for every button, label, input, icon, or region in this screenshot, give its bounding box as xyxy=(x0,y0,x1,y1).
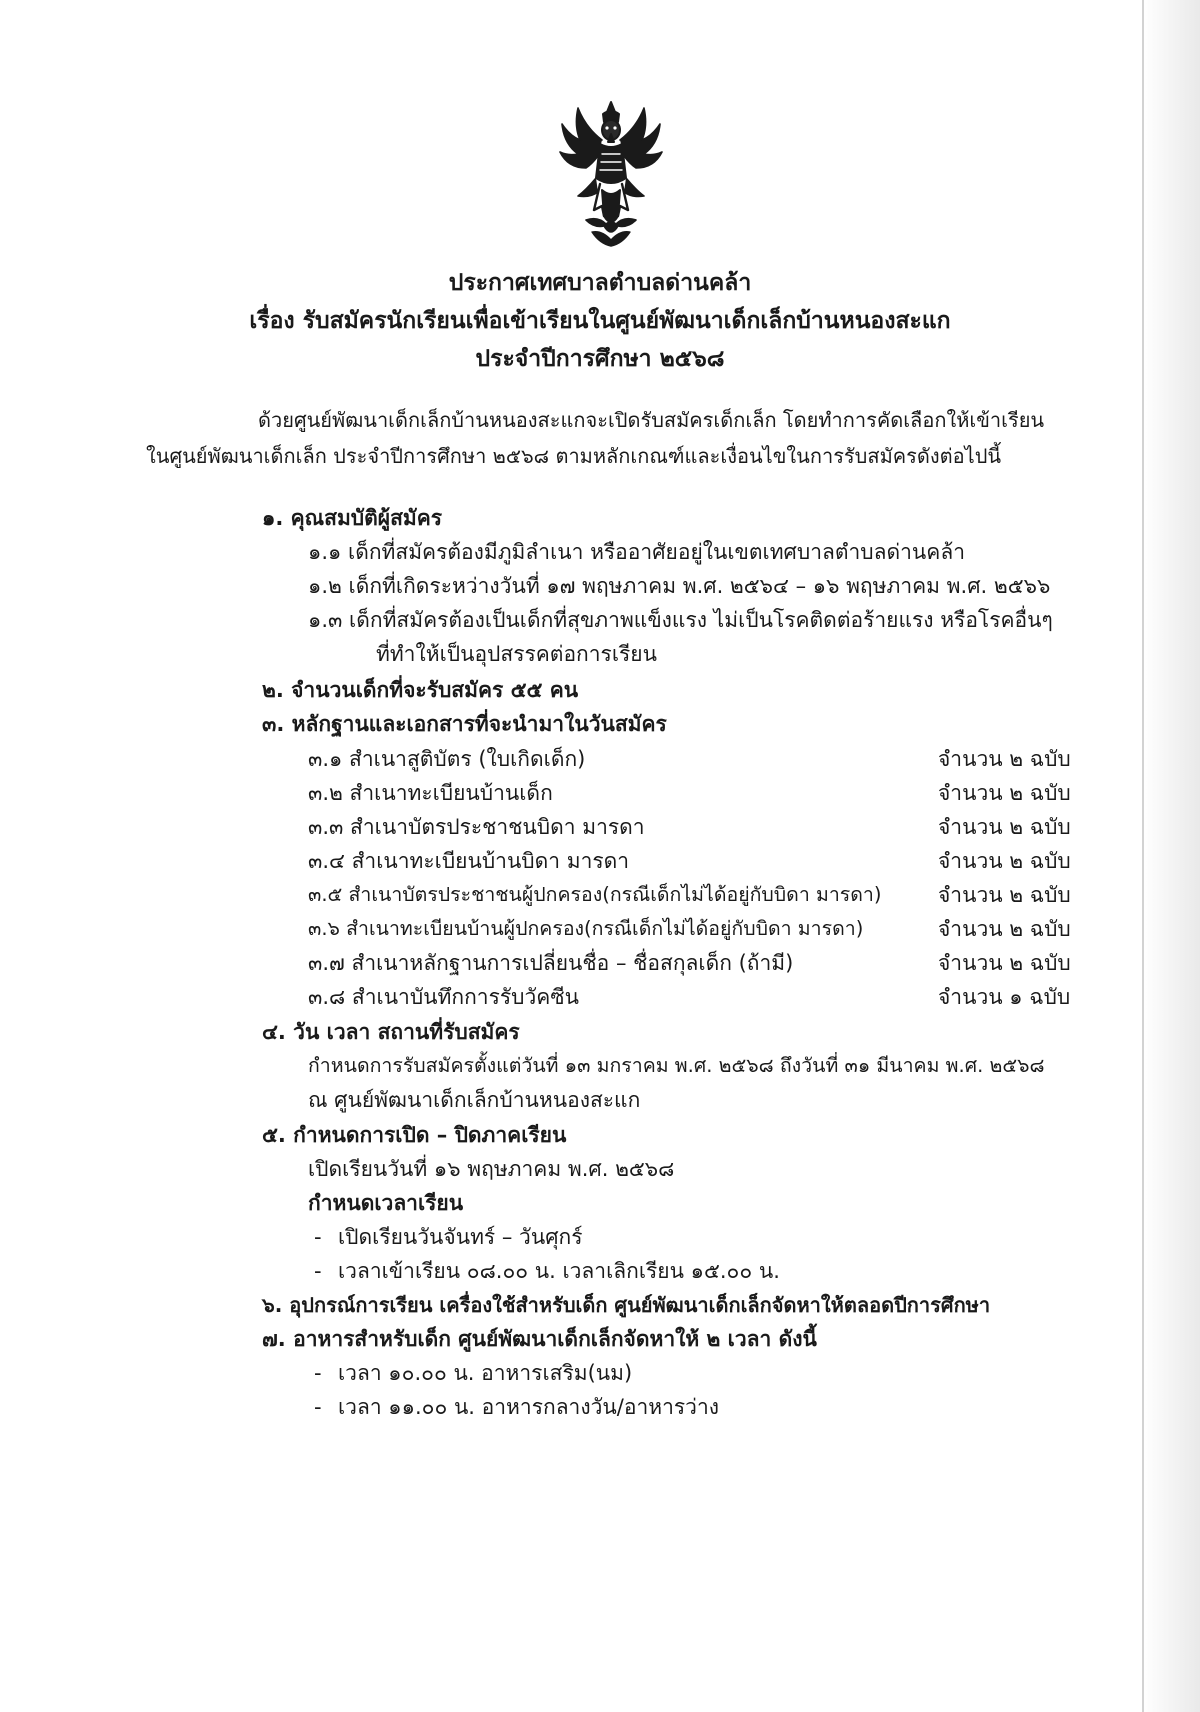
document-item-quantity: จำนวน ๒ ฉบับ xyxy=(938,747,1071,771)
bullet-dash: - xyxy=(314,1395,322,1419)
academic-year: ประจำปีการศึกษา ๒๕๖๘ xyxy=(475,346,725,372)
document-item-quantity: จำนวน ๒ ฉบับ xyxy=(938,781,1071,805)
application-location: ณ ศูนย์พัฒนาเด็กเล็กบ้านหนองสะแก xyxy=(308,1088,641,1112)
announcement-subject: เรื่อง รับสมัครนักเรียนเพื่อเข้าเรียนในศูนย์พัฒนาเด็กเล็กบ้านหนองสะแก xyxy=(249,308,951,334)
section-7-heading: ๗. อาหารสำหรับเด็ก ศูนย์พัฒนาเด็กเล็กจัดหาให้ ๒ เวลา ดังนี้ xyxy=(262,1327,817,1351)
document-item-quantity: จำนวน ๒ ฉบับ xyxy=(938,815,1071,839)
document-item-label: ๓.๓ สำเนาบัตรประชาชนบิดา มารดา xyxy=(308,815,645,839)
application-period: กำหนดการรับสมัครตั้งแต่วันที่ ๑๓ มกราคม พ.ศ. ๒๕๖๘ ถึงวันที่ ๓๑ มีนาคม พ.ศ. ๒๕๖๘ xyxy=(308,1054,1045,1077)
schedule-subheading: กำหนดเวลาเรียน xyxy=(308,1191,464,1215)
meal-time-2: เวลา ๑๑.๐๐ น. อาหารกลางวัน/อาหารว่าง xyxy=(338,1395,719,1419)
document-item-quantity: จำนวน ๒ ฉบับ xyxy=(938,951,1071,975)
announcement-title: ประกาศเทศบาลตำบลด่านคล้า xyxy=(448,270,752,296)
document-item-quantity: จำนวน ๒ ฉบับ xyxy=(938,849,1071,873)
bullet-dash: - xyxy=(314,1361,322,1385)
document-item-label: ๓.๔ สำเนาทะเบียนบ้านบิดา มารดา xyxy=(308,849,630,873)
page-edge-shadow xyxy=(1142,0,1200,1712)
meal-time-1: เวลา ๑๐.๐๐ น. อาหารเสริม(นม) xyxy=(338,1361,633,1385)
section-5-heading: ๕. กำหนดการเปิด – ปิดภาคเรียน xyxy=(262,1123,567,1147)
section-3-heading: ๓. หลักฐานและเอกสารที่จะนำมาในวันสมัคร xyxy=(262,712,667,736)
document-item-label: ๓.๘ สำเนาบันทึกการรับวัคซีน xyxy=(308,985,579,1009)
document-item-quantity: จำนวน ๒ ฉบับ xyxy=(938,917,1071,941)
section-1-item-3-cont: ที่ทำให้เป็นอุปสรรคต่อการเรียน xyxy=(376,642,657,666)
section-1-item-2: ๑.๒ เด็กที่เกิดระหว่างวันที่ ๑๗ พฤษภาคม พ.ศ. ๒๕๖๔ – ๑๖ พฤษภาคม พ.ศ. ๒๕๖๖ xyxy=(308,574,1051,598)
section-6-heading: ๖. อุปกรณ์การเรียน เครื่องใช้สำหรับเด็ก ศูนย์พัฒนาเด็กเล็กจัดหาให้ตลอดปีการศึกษา xyxy=(262,1293,991,1317)
document-item-quantity: จำนวน ๑ ฉบับ xyxy=(938,985,1071,1009)
bullet-dash: - xyxy=(314,1259,322,1283)
document-item-label: ๓.๕ สำเนาบัตรประชาชนผู้ปกครอง(กรณีเด็กไม่ได้อยู่กับบิดา มารดา) xyxy=(308,883,882,906)
document-item-label: ๓.๖ สำเนาทะเบียนบ้านผู้ปกครอง(กรณีเด็กไม่ได้อยู่กับบิดา มารดา) xyxy=(308,917,864,940)
school-days: เปิดเรียนวันจันทร์ – วันศุกร์ xyxy=(338,1225,583,1249)
bullet-dash: - xyxy=(314,1225,322,1249)
section-2-heading: ๒. จำนวนเด็กที่จะรับสมัคร ๕๕ คน xyxy=(262,678,579,702)
document-item-label: ๓.๑ สำเนาสูติบัตร (ใบเกิดเด็ก) xyxy=(308,747,586,771)
section-1-heading: ๑. คุณสมบัติผู้สมัคร xyxy=(262,506,443,530)
intro-line-2: ในศูนย์พัฒนาเด็กเล็ก ประจำปีการศึกษา ๒๕๖๘ ตามหลักเกณฑ์และเงื่อนไขในการรับสมัครดังต่อไปนี้ xyxy=(146,444,1002,468)
school-hours: เวลาเข้าเรียน ๐๘.๐๐ น. เวลาเลิกเรียน ๑๕.๐๐ น. xyxy=(338,1259,780,1283)
garuda-emblem xyxy=(556,98,666,248)
intro-line-1: ด้วยศูนย์พัฒนาเด็กเล็กบ้านหนองสะแกจะเปิดรับสมัครเด็กเล็ก โดยทำการคัดเลือกให้เข้าเรียน xyxy=(258,408,1045,432)
document-item-quantity: จำนวน ๒ ฉบับ xyxy=(938,883,1071,907)
document-item-label: ๓.๗ สำเนาหลักฐานการเปลี่ยนชื่อ – ชื่อสกุลเด็ก (ถ้ามี) xyxy=(308,951,794,975)
document-item-label: ๓.๒ สำเนาทะเบียนบ้านเด็ก xyxy=(308,781,553,805)
section-1-item-3: ๑.๓ เด็กที่สมัครต้องเป็นเด็กที่สุขภาพแข็งแรง ไม่เป็นโรคติดต่อร้ายแรง หรือโรคอื่นๆ xyxy=(308,608,1053,632)
term-start-date: เปิดเรียนวันที่ ๑๖ พฤษภาคม พ.ศ. ๒๕๖๘ xyxy=(308,1157,675,1181)
section-1-item-1: ๑.๑ เด็กที่สมัครต้องมีภูมิลำเนา หรืออาศัยอยู่ในเขตเทศบาลตำบลด่านคล้า xyxy=(308,540,965,564)
page-edge-line xyxy=(1142,0,1144,1712)
section-4-heading: ๔. วัน เวลา สถานที่รับสมัคร xyxy=(262,1020,520,1044)
